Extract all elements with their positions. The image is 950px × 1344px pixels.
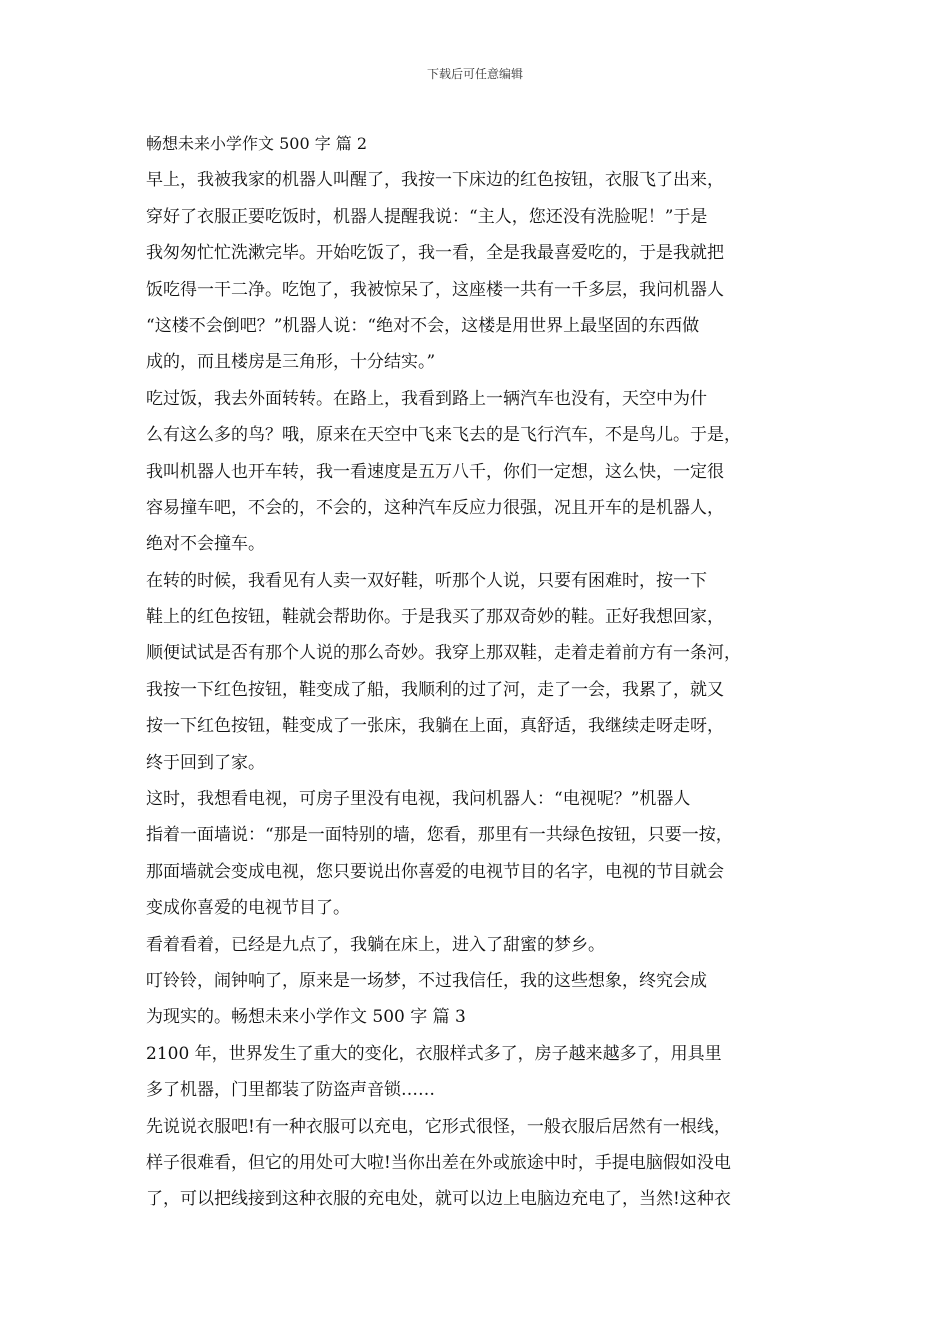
text-line: “这楼不会倒吧？”机器人说：“绝对不会，这楼是用世界上最坚固的东西做 (146, 315, 700, 336)
text-line: 多了机器，门里都装了防盗声音锁…… (146, 1080, 435, 1101)
text-line: 绝对不会撞车。 (146, 534, 265, 555)
text-line: 鞋上的红色按钮，鞋就会帮助你。于是我买了那双奇妙的鞋。正好我想回家， (146, 607, 724, 628)
essay-title: 畅想未来小学作文 500 字 篇 2 (146, 134, 368, 153)
document-body (146, 126, 811, 1218)
text-line: 叮铃铃，闹钟响了，原来是一场梦，不过我信任，我的这些想象，终究会成 (146, 970, 707, 991)
text-line: 看着看着，已经是九点了，我躺在床上，进入了甜蜜的梦乡。 (146, 934, 605, 955)
text-line: 饭吃得一干二净。吃饱了，我被惊呆了，这座楼一共有一千多层，我问机器人 (146, 279, 724, 300)
text-line: 按一下红色按钮，鞋变成了一张床，我躺在上面，真舒适，我继续走呀走呀， (146, 716, 724, 737)
text-line: 顺便试试是否有那个人说的那么奇妙。我穿上那双鞋，走着走着前方有一条河， (146, 643, 741, 664)
text-line: 成的，而且楼房是三角形，十分结实。” (146, 352, 436, 373)
text-line: 穿好了衣服正要吃饭时，机器人提醒我说：“主人，您还没有洗脸呢！”于是 (146, 206, 708, 227)
text-line: 我按一下红色按钮，鞋变成了船，我顺利的过了河，走了一会，我累了，就又 (146, 679, 724, 700)
text-line: 么有这么多的鸟？哦，原来在天空中飞来飞去的是飞行汽车，不是鸟儿。于是， (146, 425, 741, 446)
text-line: 这时，我想看电视，可房子里没有电视，我问机器人：“电视呢？”机器人 (146, 789, 691, 810)
text-line: 我叫机器人也开车转，我一看速度是五万八千，你们一定想，这么快，一定很 (146, 461, 724, 482)
text-line: 终于回到了家。 (146, 752, 265, 773)
page-header: 下载后可任意编辑 (426, 67, 523, 81)
text-line: 先说说衣服吧!有一种衣服可以充电，它形式很怪，一般衣服后居然有一根线， (146, 1116, 731, 1137)
text-line: 早上，我被我家的机器人叫醒了，我按一下床边的红色按钮，衣服飞了出来， (146, 170, 724, 191)
text-line: 了，可以把线接到这种衣服的充电处，就可以边上电脑边充电了，当然!这种衣 (146, 1189, 731, 1210)
text-line: 变成你喜爱的电视节目了。 (146, 898, 350, 919)
text-line: 容易撞车吧，不会的，不会的，这种汽车反应力很强，况且开车的是机器人， (146, 497, 724, 518)
text-line: 样子很难看，但它的用处可大啦!当你出差在外或旅途中时，手提电脑假如没电 (146, 1152, 731, 1173)
text-line: 指着一面墙说：“那是一面特别的墙，您看，那里有一共绿色按钮，只要一按， (146, 825, 733, 846)
text-line: 2100 年，世界发生了重大的变化，衣服样式多了，房子越来越多了，用具里 (146, 1043, 722, 1064)
text-line: 在转的时候，我看见有人卖一双好鞋，听那个人说，只要有困难时，按一下 (146, 570, 707, 591)
text-line: 为现实的。畅想未来小学作文 500 字 篇 3 (146, 1007, 466, 1028)
text-line: 吃过饭，我去外面转转。在路上，我看到路上一辆汽车也没有，天空中为什 (146, 388, 707, 409)
text-line: 那面墙就会变成电视，您只要说出你喜爱的电视节目的名字，电视的节目就会 (146, 861, 724, 882)
text-line: 我匆匆忙忙洗漱完毕。开始吃饭了，我一看，全是我最喜爱吃的，于是我就把 (146, 243, 724, 264)
